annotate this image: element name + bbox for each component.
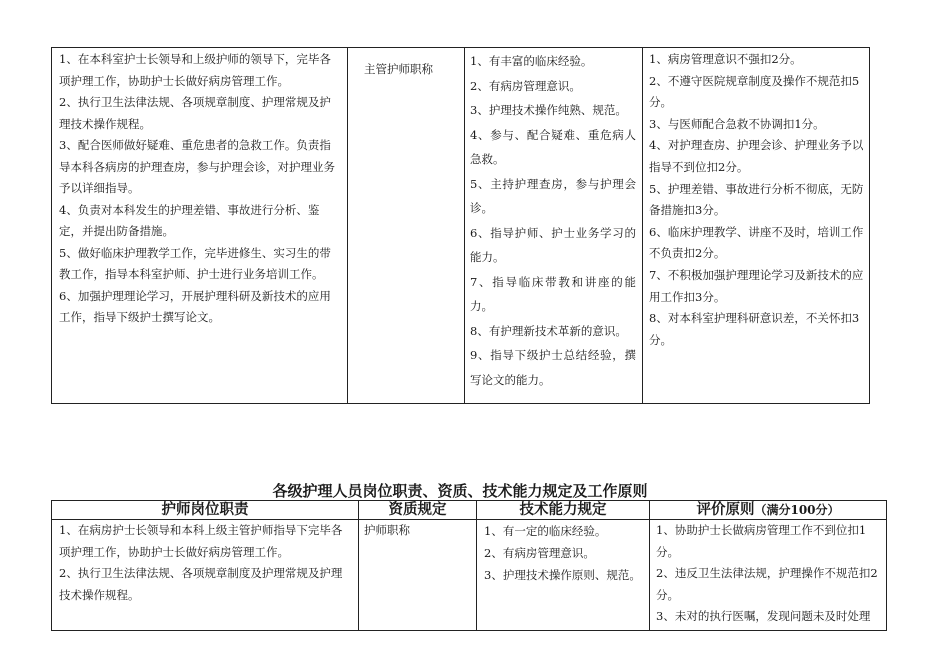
duties-cell (52, 48, 348, 404)
table-row (52, 520, 887, 631)
duties-list (59, 49, 340, 329)
table-row (52, 48, 870, 404)
list-item: 3、护理技术操作纯熟、规范。 (470, 103, 627, 117)
list-item: 5、做好临床护理教学工作，完毕进修生、实习生的带教工作，指导本科室护师、护士进行业务培训工作。 (59, 245, 331, 281)
list-item: 6、加强护理理论学习，开展护理科研及新技术的应用工作，指导下级护士撰写论文。 (59, 288, 331, 324)
list-item: 2、不遵守医院规章制度及操作不规范扣5分。 (649, 73, 860, 110)
nurse-duty-table (51, 500, 887, 631)
qualification-text: 护师职称 (364, 523, 410, 537)
list-item: 1、有一定的临床经验。 (484, 524, 607, 538)
list-item: 7、不积极加强护理理论学习及新技术的应用工作扣3分。 (649, 267, 864, 304)
list-item: 8、对本科室护理科研意识差，不关怀扣3分。 (649, 311, 860, 347)
qualification-cell (359, 520, 477, 631)
list-item: 2、执行卫生法律法规、各项规章制度、护理常规及护理技术操作规程。 (59, 95, 331, 131)
evaluation-cell (643, 48, 870, 404)
list-item: 6、指导护师、护士业务学习的能力。 (470, 225, 636, 264)
duties-list (59, 520, 351, 606)
column-header-evaluation (650, 501, 887, 520)
list-item: 1、在本科室护士长领导和上级护师的领导下，完毕各项护理工作，协助护士长做好病房管理工作。 (59, 52, 331, 88)
evaluation-cell (650, 520, 887, 631)
list-item: 4、负责对本科发生的护理差错、事故进行分析、鉴定，并提出防备措施。 (59, 202, 320, 238)
list-item: 3、与医师配合急救不协调扣1分。 (649, 116, 825, 131)
list-item: 1、协助护士长做病房管理工作不到位扣1分。 (656, 523, 867, 559)
list-item: 3、护理技术操作原则、规范。 (484, 568, 641, 582)
list-item: 2、执行卫生法律法规、各项规章制度及护理常规及护理技术操作规程。 (59, 566, 343, 602)
skills-list (470, 49, 636, 392)
list-item: 1、有丰富的临床经验。 (470, 54, 593, 68)
qualification-cell (348, 48, 465, 404)
section-title: 各级护理人员岗位职责、资质、技术能力规定及工作原则 (272, 482, 648, 500)
column-header-skills: 技术能力规定 (477, 501, 650, 520)
list-item: 1、病房管理意识不强扣2分。 (649, 52, 802, 66)
list-item: 8、有护理新技术革新的意识。 (470, 323, 627, 338)
list-item: 2、有病房管理意识。 (484, 546, 595, 560)
skills-cell (477, 520, 650, 631)
list-item: 4、对护理查房、护理会诊、护理业务予以指导不到位扣2分。 (649, 138, 864, 174)
list-item: 5、主持护理查房，参与护理会诊。 (470, 176, 636, 215)
list-item: 2、违反卫生法律法规，护理操作不规范扣2分。 (656, 566, 878, 602)
evaluation-header-note: （满分100分） (754, 503, 840, 517)
list-item: 2、有病房管理意识。 (470, 78, 581, 93)
list-item: 9、指导下级护士总结经验，撰写论文的能力。 (470, 348, 636, 387)
duties-cell (52, 520, 359, 631)
skills-cell (465, 48, 643, 404)
head-nurse-duty-table (51, 47, 870, 404)
list-item: 7、指导临床带教和讲座的能力。 (470, 274, 636, 313)
evaluation-list (656, 520, 882, 628)
list-item: 3、配合医师做好疑难、重危患者的急救工作。负责指导本科各病房的护理查房，参与护理会诊，对护理业务予以详细指导。 (59, 138, 335, 195)
list-item: 4、参与、配合疑难、重危病人急救。 (470, 127, 636, 166)
list-item: 5、护理差错、事故进行分析不彻底，无防备措施扣3分。 (649, 181, 864, 218)
evaluation-list (649, 49, 865, 351)
column-header-duties: 护师岗位职责 (52, 501, 359, 520)
list-item: 1、在病房护士长领导和本科上级主管护师指导下完毕各项护理工作，协助护士长做好病房管理工作。 (59, 523, 343, 559)
table-header-row (52, 501, 887, 520)
list-item: 6、临床护理教学、讲座不及时，培训工作不负责扣2分。 (649, 224, 864, 261)
evaluation-header-label: 评价原则 (696, 501, 755, 518)
list-item: 3、未对的执行医嘱，发现问题未及时处理 (656, 609, 871, 623)
column-header-qualification: 资质规定 (359, 501, 477, 520)
skills-list (484, 520, 643, 586)
qualification-text: 主管护师职称 (364, 62, 433, 76)
